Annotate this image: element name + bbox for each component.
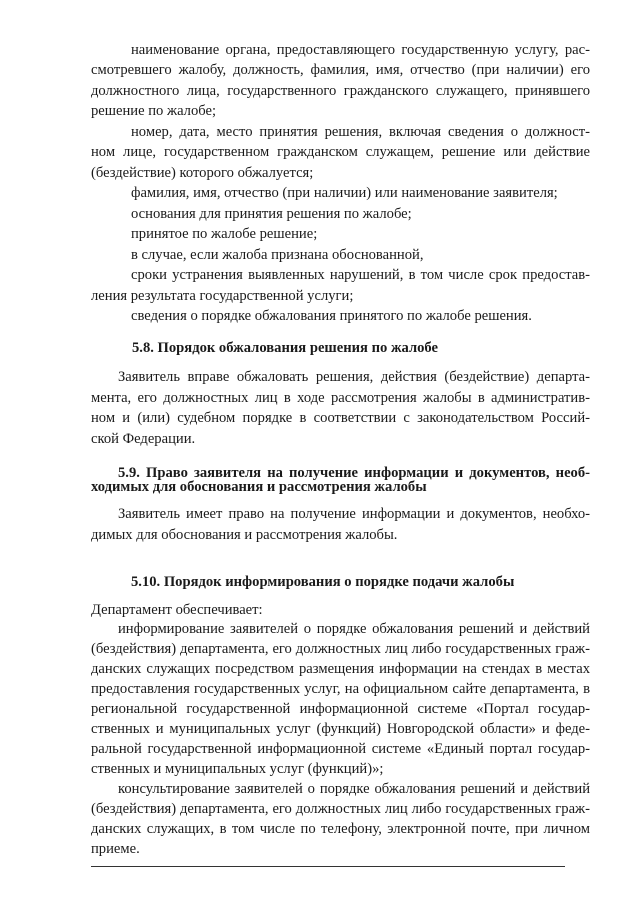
text-line: консультирование заявителей о порядке обжалования решений и действий <box>118 781 590 797</box>
section-heading-5-8: 5.8. Порядок обжалования решения по жалобе <box>132 340 439 356</box>
text-line: (бездействия) департамента, его должностных лиц либо государственных граж- <box>91 641 590 657</box>
text-line: номер, дата, место принятия решения, включая сведения о должност- <box>131 124 590 140</box>
text-line: региональной государственной информационной системе «Портал государ- <box>91 701 590 717</box>
text-line: Департамент обеспечивает: <box>91 602 263 618</box>
text-line: смотревшего жалобу, должность, фамилия, имя, отчество (при наличии) его <box>91 62 590 78</box>
text-line: сведения о порядке обжалования принятого по жалобе решения. <box>131 308 532 324</box>
section-heading-5-9-cont: ходимых для обоснования и рассмотрения жалобы <box>91 479 427 495</box>
text-line: данских служащих посредством размещения информации на стендах в местах <box>91 661 590 677</box>
text-line: данских служащих, в том числе по телефону, электронной почте, при личном <box>91 821 590 837</box>
text-line: ления результата государственной услуги; <box>91 288 354 304</box>
text-line: (бездействия) департамента, его должностных лиц либо государственных граж- <box>91 801 590 817</box>
text-line: ственных и муниципальных услуг (функций) Новгородской области» и феде- <box>91 721 590 737</box>
text-line: наименование органа, предоставляющего государственную услугу, рас- <box>131 42 590 58</box>
text-line: Заявитель имеет право на получение информации и документов, необхо- <box>118 506 590 522</box>
section-heading-5-9: 5.9. Право заявителя на получение информации и документов, необ- <box>118 465 590 481</box>
text-line: мента, его должностных лиц в ходе рассмотрения жалобы в административ- <box>91 390 590 406</box>
text-line: должностного лица, государственного гражданского служащего, принявшего <box>91 83 590 99</box>
text-line: Заявитель вправе обжаловать решения, действия (бездействие) департа- <box>118 369 590 385</box>
text-line: решение по жалобе; <box>91 103 217 119</box>
footer-divider <box>91 866 565 867</box>
section-heading-5-10: 5.10. Порядок информирования о порядке подачи жалобы <box>131 574 515 590</box>
text-line: основания для принятия решения по жалобе; <box>131 206 412 222</box>
text-line: в случае, если жалоба признана обоснованной, <box>131 247 424 263</box>
text-line: ственных и муниципальных услуг (функций)»; <box>91 761 384 777</box>
text-line: димых для обоснования и рассмотрения жалобы. <box>91 527 398 543</box>
text-line: ральной государственной информационной системе «Единый портал государ- <box>91 741 590 757</box>
text-line: сроки устранения выявленных нарушений, в том числе срок предостав- <box>131 267 590 283</box>
text-line: принятое по жалобе решение; <box>131 226 318 242</box>
text-line: (бездействие) которого обжалуется; <box>91 165 314 181</box>
text-line: предоставления государственных услуг, на официальном сайте департамента, в <box>91 681 590 697</box>
text-line: фамилия, имя, отчество (при наличии) или наименование заявителя; <box>131 185 558 201</box>
text-line: ном лице, государственном гражданском служащем, решение или действие <box>91 144 590 160</box>
text-line: информирование заявителей о порядке обжалования решений и действий <box>118 621 590 637</box>
text-line: приеме. <box>91 841 140 857</box>
text-line: ном и (или) судебном порядке в соответствии с законодательством Россий- <box>91 410 590 426</box>
text-line: ской Федерации. <box>91 431 196 447</box>
